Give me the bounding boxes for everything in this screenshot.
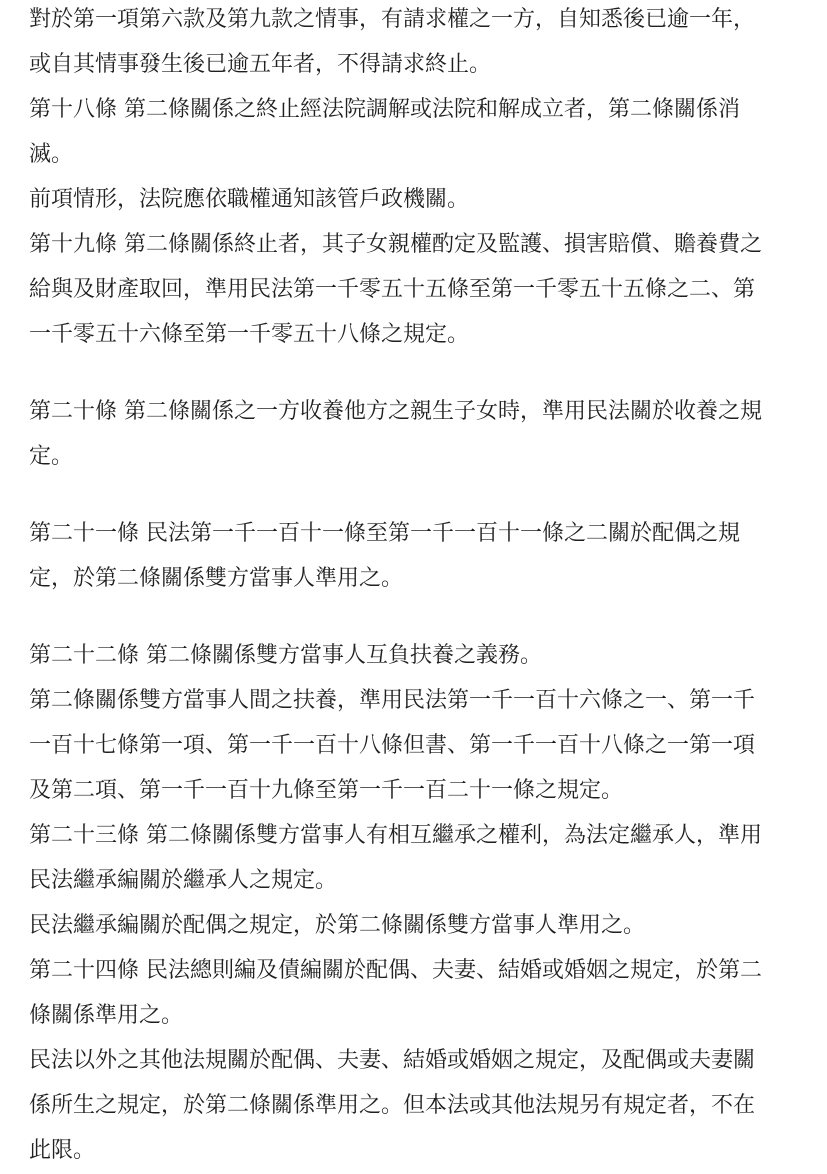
text-line: 一千零五十六條至第一千零五十八條之規定。 bbox=[29, 322, 470, 347]
article-22-line: 第二十二條 第二條關係雙方當事人互負扶養之義務。 bbox=[29, 643, 542, 668]
text-line: 滅。 bbox=[29, 142, 74, 167]
text-line: 前項情形，法院應依職權通知該管戶政機關。 bbox=[29, 187, 470, 212]
article-20-line: 第二十條 第二條關係之一方收養他方之親生子女時，準用民法關於收養之規 bbox=[29, 399, 762, 424]
text-line: 定，於第二條關係雙方當事人準用之。 bbox=[29, 566, 404, 591]
text-line: 及第二項、第一千一百十九條至第一千一百二十一條之規定。 bbox=[29, 778, 624, 803]
text-line: 民法繼承編關於繼承人之規定。 bbox=[29, 868, 338, 893]
article-21-line: 第二十一條 民法第一千一百十一條至第一千一百十一條之二關於配偶之規 bbox=[29, 521, 740, 546]
text-line: 或自其情事發生後已逾五年者，不得請求終止。 bbox=[29, 52, 492, 77]
article-24-line: 第二十四條 民法總則編及債編關於配偶、夫妻、結婚或婚姻之規定，於第二 bbox=[29, 958, 762, 983]
paragraph-gap bbox=[29, 601, 809, 633]
text-line: 此限。 bbox=[29, 1138, 96, 1163]
article-23-line: 第二十三條 第二條關係雙方當事人有相互繼承之權利，為法定繼承人，準用 bbox=[29, 823, 762, 848]
text-line: 係所生之規定，於第二條關係準用之。但本法或其他法規另有規定者，不在 bbox=[29, 1093, 756, 1118]
text-line: 一百十七條第一項、第一千一百十八條但書、第一千一百十八條之一第一項 bbox=[29, 733, 756, 758]
text-line: 對於第一項第六款及第九款之情事，有請求權之一方，自知悉後已逾一年， bbox=[29, 7, 756, 32]
text-line: 給與及財產取回，準用民法第一千零五十五條至第一千零五十五條之二、第 bbox=[29, 277, 756, 302]
paragraph-gap bbox=[29, 357, 809, 389]
article-19-line: 第十九條 第二條關係終止者，其子女親權酌定及監護、損害賠償、贍養費之 bbox=[29, 232, 762, 257]
text-line: 民法繼承編關於配偶之規定，於第二條關係雙方當事人準用之。 bbox=[29, 913, 646, 938]
text-line: 第二條關係雙方當事人間之扶養，準用民法第一千一百十六條之一、第一千 bbox=[29, 688, 756, 713]
document-body bbox=[29, 0, 809, 1173]
paragraph-gap bbox=[29, 479, 809, 511]
article-18-line: 第十八條 第二條關係之終止經法院調解或法院和解成立者，第二條關係消 bbox=[29, 97, 740, 122]
text-line: 民法以外之其他法規關於配偶、夫妻、結婚或婚姻之規定，及配偶或夫妻關 bbox=[29, 1048, 756, 1073]
text-line: 條關係準用之。 bbox=[29, 1003, 184, 1028]
text-line: 定。 bbox=[29, 444, 74, 469]
